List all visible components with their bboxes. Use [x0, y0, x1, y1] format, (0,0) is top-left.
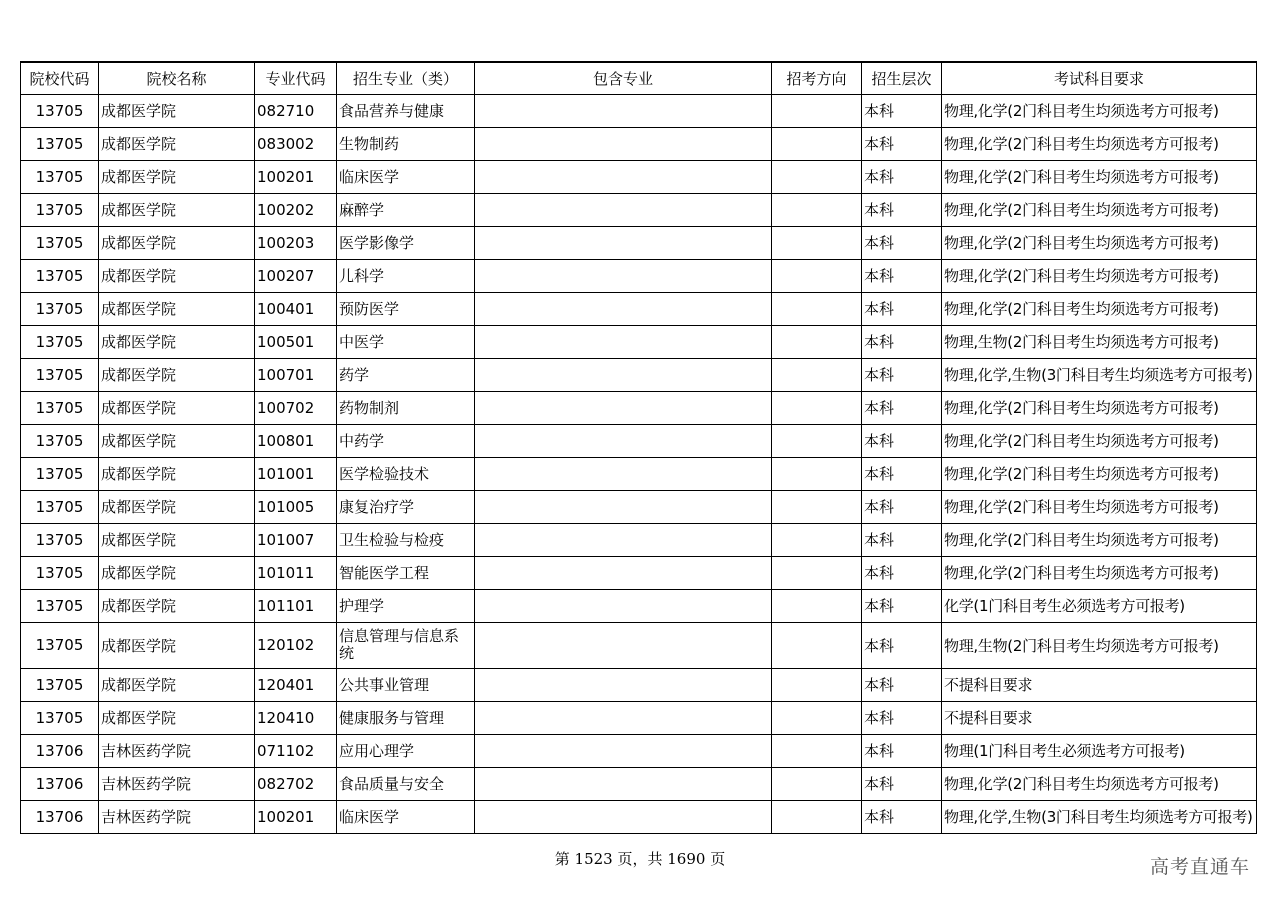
table-row — [21, 325, 1257, 358]
cell-major: 预防医学 — [337, 292, 475, 325]
cell-major: 食品质量与安全 — [337, 767, 475, 800]
cell-major: 康复治疗学 — [337, 490, 475, 523]
cell-included-majors — [475, 259, 772, 292]
cell-included-majors — [475, 292, 772, 325]
cell-school-name: 成都医学院 — [99, 226, 255, 259]
cell-major: 儿科学 — [337, 259, 475, 292]
cell-direction — [772, 160, 862, 193]
cell-level: 本科 — [862, 589, 942, 622]
cell-level: 本科 — [862, 325, 942, 358]
cell-requirement: 化学(1门科目考生必须选考方可报考) — [942, 589, 1257, 622]
cell-requirement: 不提科目要求 — [942, 668, 1257, 701]
cell-level: 本科 — [862, 391, 942, 424]
cell-requirement: 物理(1门科目考生必须选考方可报考) — [942, 734, 1257, 767]
cell-school-name: 成都医学院 — [99, 259, 255, 292]
cell-school-name: 成都医学院 — [99, 457, 255, 490]
cell-requirement: 物理,化学(2门科目考生均须选考方可报考) — [942, 226, 1257, 259]
cell-requirement: 物理,生物(2门科目考生均须选考方可报考) — [942, 622, 1257, 668]
cell-major-code: 082702 — [255, 767, 337, 800]
cell-major: 药物制剂 — [337, 391, 475, 424]
cell-level: 本科 — [862, 457, 942, 490]
cell-requirement: 不提科目要求 — [942, 701, 1257, 734]
header-level: 招生层次 — [862, 62, 942, 94]
cell-included-majors — [475, 226, 772, 259]
table-row — [21, 193, 1257, 226]
table-row — [21, 556, 1257, 589]
cell-requirement: 物理,化学(2门科目考生均须选考方可报考) — [942, 193, 1257, 226]
cell-level: 本科 — [862, 701, 942, 734]
cell-school-code: 13706 — [21, 800, 99, 833]
cell-major-code: 100202 — [255, 193, 337, 226]
cell-level: 本科 — [862, 800, 942, 833]
cell-requirement: 物理,化学(2门科目考生均须选考方可报考) — [942, 259, 1257, 292]
cell-direction — [772, 424, 862, 457]
cell-direction — [772, 622, 862, 668]
table-row — [21, 391, 1257, 424]
cell-direction — [772, 193, 862, 226]
cell-direction — [772, 325, 862, 358]
table-row — [21, 622, 1257, 668]
table-row — [21, 160, 1257, 193]
cell-requirement: 物理,化学(2门科目考生均须选考方可报考) — [942, 391, 1257, 424]
cell-direction — [772, 358, 862, 391]
cell-major-code: 100201 — [255, 800, 337, 833]
header-direction: 招考方向 — [772, 62, 862, 94]
table-row — [21, 734, 1257, 767]
cell-major-code: 120401 — [255, 668, 337, 701]
cell-school-name: 成都医学院 — [99, 668, 255, 701]
cell-school-code: 13705 — [21, 160, 99, 193]
cell-major: 医学影像学 — [337, 226, 475, 259]
cell-major-code: 100701 — [255, 358, 337, 391]
cell-level: 本科 — [862, 259, 942, 292]
cell-included-majors — [475, 734, 772, 767]
cell-school-code: 13705 — [21, 127, 99, 160]
cell-major-code: 101005 — [255, 490, 337, 523]
cell-school-code: 13705 — [21, 589, 99, 622]
cell-level: 本科 — [862, 292, 942, 325]
cell-level: 本科 — [862, 490, 942, 523]
cell-level: 本科 — [862, 424, 942, 457]
cell-included-majors — [475, 424, 772, 457]
cell-major: 麻醉学 — [337, 193, 475, 226]
cell-requirement: 物理,生物(2门科目考生均须选考方可报考) — [942, 325, 1257, 358]
cell-school-name: 吉林医药学院 — [99, 767, 255, 800]
cell-requirement: 物理,化学(2门科目考生均须选考方可报考) — [942, 424, 1257, 457]
cell-major: 中医学 — [337, 325, 475, 358]
cell-school-name: 成都医学院 — [99, 490, 255, 523]
cell-school-name: 吉林医药学院 — [99, 734, 255, 767]
cell-major-code: 101001 — [255, 457, 337, 490]
cell-school-name: 成都医学院 — [99, 127, 255, 160]
cell-school-code: 13705 — [21, 358, 99, 391]
cell-direction — [772, 668, 862, 701]
cell-requirement: 物理,化学(2门科目考生均须选考方可报考) — [942, 160, 1257, 193]
cell-school-code: 13705 — [21, 701, 99, 734]
cell-major: 信息管理与信息系统 — [337, 622, 475, 668]
cell-school-code: 13705 — [21, 292, 99, 325]
cell-school-code: 13705 — [21, 622, 99, 668]
cell-included-majors — [475, 391, 772, 424]
table-row — [21, 226, 1257, 259]
admission-requirements-table — [20, 61, 1257, 834]
cell-requirement: 物理,化学(2门科目考生均须选考方可报考) — [942, 490, 1257, 523]
cell-level: 本科 — [862, 734, 942, 767]
cell-school-code: 13705 — [21, 457, 99, 490]
cell-included-majors — [475, 193, 772, 226]
cell-school-name: 成都医学院 — [99, 556, 255, 589]
cell-included-majors — [475, 523, 772, 556]
cell-included-majors — [475, 94, 772, 127]
cell-major: 药学 — [337, 358, 475, 391]
cell-major: 临床医学 — [337, 800, 475, 833]
page-number: 第 1523 页，共 1690 页 — [554, 850, 726, 868]
cell-school-code: 13705 — [21, 226, 99, 259]
cell-major-code: 100801 — [255, 424, 337, 457]
cell-level: 本科 — [862, 358, 942, 391]
table-row — [21, 490, 1257, 523]
cell-requirement: 物理,化学(2门科目考生均须选考方可报考) — [942, 457, 1257, 490]
cell-included-majors — [475, 457, 772, 490]
cell-school-name: 成都医学院 — [99, 292, 255, 325]
table-row — [21, 668, 1257, 701]
cell-major: 智能医学工程 — [337, 556, 475, 589]
cell-major-code: 101011 — [255, 556, 337, 589]
cell-direction — [772, 767, 862, 800]
cell-included-majors — [475, 622, 772, 668]
table-row — [21, 457, 1257, 490]
cell-direction — [772, 127, 862, 160]
cell-requirement: 物理,化学(2门科目考生均须选考方可报考) — [942, 556, 1257, 589]
cell-school-code: 13705 — [21, 391, 99, 424]
cell-school-code: 13706 — [21, 734, 99, 767]
cell-level: 本科 — [862, 556, 942, 589]
cell-major: 生物制药 — [337, 127, 475, 160]
cell-level: 本科 — [862, 622, 942, 668]
cell-direction — [772, 94, 862, 127]
cell-direction — [772, 259, 862, 292]
watermark-logo-text: 高考直通车 — [1149, 856, 1250, 878]
cell-major: 护理学 — [337, 589, 475, 622]
cell-school-code: 13706 — [21, 767, 99, 800]
header-school-name: 院校名称 — [99, 62, 255, 94]
cell-requirement: 物理,化学,生物(3门科目考生均须选考方可报考) — [942, 358, 1257, 391]
cell-direction — [772, 701, 862, 734]
cell-school-name: 成都医学院 — [99, 424, 255, 457]
cell-major-code: 100401 — [255, 292, 337, 325]
cell-school-name: 成都医学院 — [99, 701, 255, 734]
cell-major-code: 100203 — [255, 226, 337, 259]
table-row — [21, 94, 1257, 127]
cell-direction — [772, 391, 862, 424]
cell-major-code: 120102 — [255, 622, 337, 668]
cell-level: 本科 — [862, 226, 942, 259]
table-row — [21, 259, 1257, 292]
cell-major-code: 101101 — [255, 589, 337, 622]
cell-school-name: 成都医学院 — [99, 94, 255, 127]
cell-major-code: 100207 — [255, 259, 337, 292]
cell-requirement: 物理,化学,生物(3门科目考生均须选考方可报考) — [942, 800, 1257, 833]
cell-school-name: 成都医学院 — [99, 358, 255, 391]
cell-school-code: 13705 — [21, 668, 99, 701]
cell-level: 本科 — [862, 523, 942, 556]
table-row — [21, 800, 1257, 833]
cell-school-name: 成都医学院 — [99, 391, 255, 424]
cell-included-majors — [475, 160, 772, 193]
cell-included-majors — [475, 589, 772, 622]
cell-included-majors — [475, 701, 772, 734]
table-row — [21, 292, 1257, 325]
cell-direction — [772, 523, 862, 556]
cell-school-name: 成都医学院 — [99, 622, 255, 668]
cell-requirement: 物理,化学(2门科目考生均须选考方可报考) — [942, 292, 1257, 325]
cell-level: 本科 — [862, 767, 942, 800]
header-included-majors: 包含专业 — [475, 62, 772, 94]
cell-school-code: 13705 — [21, 193, 99, 226]
cell-level: 本科 — [862, 668, 942, 701]
cell-level: 本科 — [862, 160, 942, 193]
cell-school-name: 成都医学院 — [99, 160, 255, 193]
header-major: 招生专业（类） — [337, 62, 475, 94]
cell-direction — [772, 589, 862, 622]
cell-school-name: 成都医学院 — [99, 193, 255, 226]
cell-requirement: 物理,化学(2门科目考生均须选考方可报考) — [942, 127, 1257, 160]
cell-major: 食品营养与健康 — [337, 94, 475, 127]
cell-requirement: 物理,化学(2门科目考生均须选考方可报考) — [942, 94, 1257, 127]
header-major-code: 专业代码 — [255, 62, 337, 94]
cell-major-code: 083002 — [255, 127, 337, 160]
cell-major: 公共事业管理 — [337, 668, 475, 701]
cell-included-majors — [475, 800, 772, 833]
cell-direction — [772, 490, 862, 523]
cell-level: 本科 — [862, 193, 942, 226]
cell-major-code: 071102 — [255, 734, 337, 767]
table-row — [21, 424, 1257, 457]
cell-school-code: 13705 — [21, 556, 99, 589]
cell-major: 临床医学 — [337, 160, 475, 193]
cell-direction — [772, 226, 862, 259]
cell-school-code: 13705 — [21, 94, 99, 127]
cell-level: 本科 — [862, 94, 942, 127]
cell-included-majors — [475, 490, 772, 523]
cell-included-majors — [475, 358, 772, 391]
cell-major-code: 082710 — [255, 94, 337, 127]
cell-major-code: 100702 — [255, 391, 337, 424]
cell-included-majors — [475, 556, 772, 589]
table-row — [21, 358, 1257, 391]
cell-direction — [772, 556, 862, 589]
cell-school-name: 吉林医药学院 — [99, 800, 255, 833]
table-row — [21, 767, 1257, 800]
cell-requirement: 物理,化学(2门科目考生均须选考方可报考) — [942, 767, 1257, 800]
cell-major: 医学检验技术 — [337, 457, 475, 490]
table-body — [21, 94, 1257, 833]
cell-school-name: 成都医学院 — [99, 589, 255, 622]
cell-included-majors — [475, 668, 772, 701]
cell-included-majors — [475, 127, 772, 160]
cell-direction — [772, 457, 862, 490]
table-row — [21, 523, 1257, 556]
cell-major: 健康服务与管理 — [337, 701, 475, 734]
cell-direction — [772, 292, 862, 325]
cell-direction — [772, 734, 862, 767]
table-row — [21, 127, 1257, 160]
cell-direction — [772, 800, 862, 833]
cell-school-code: 13705 — [21, 490, 99, 523]
table-row — [21, 701, 1257, 734]
table-row — [21, 589, 1257, 622]
cell-school-name: 成都医学院 — [99, 523, 255, 556]
cell-school-code: 13705 — [21, 523, 99, 556]
cell-school-code: 13705 — [21, 259, 99, 292]
cell-major: 中药学 — [337, 424, 475, 457]
cell-major: 卫生检验与检疫 — [337, 523, 475, 556]
cell-major: 应用心理学 — [337, 734, 475, 767]
table-header-row — [21, 62, 1257, 94]
cell-included-majors — [475, 767, 772, 800]
cell-school-code: 13705 — [21, 325, 99, 358]
cell-major-code: 120410 — [255, 701, 337, 734]
cell-major-code: 101007 — [255, 523, 337, 556]
cell-school-code: 13705 — [21, 424, 99, 457]
cell-school-name: 成都医学院 — [99, 325, 255, 358]
cell-level: 本科 — [862, 127, 942, 160]
cell-major-code: 100201 — [255, 160, 337, 193]
header-requirement: 考试科目要求 — [942, 62, 1257, 94]
header-school-code: 院校代码 — [21, 62, 99, 94]
cell-major-code: 100501 — [255, 325, 337, 358]
cell-included-majors — [475, 325, 772, 358]
cell-requirement: 物理,化学(2门科目考生均须选考方可报考) — [942, 523, 1257, 556]
